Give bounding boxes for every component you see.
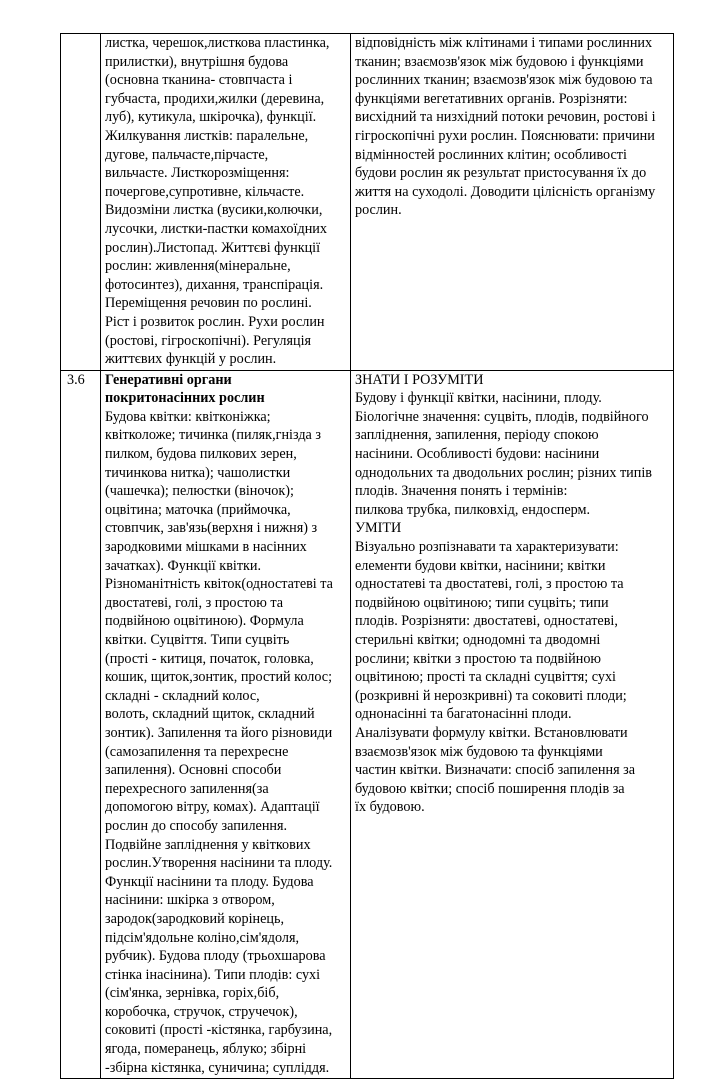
text-line: (основна тканина- стовпчаста і	[105, 72, 293, 89]
text-line: Жилкування листків: паралельне,	[105, 127, 309, 144]
content-cell	[101, 34, 351, 371]
text-line: почергове,супротивне, кільчасте.	[105, 183, 305, 200]
text-line: (самозапилення та перехресне	[105, 743, 289, 760]
text-line: пилком, будова пилкових зерен,	[105, 446, 297, 463]
text-line: відмінностей рослинних клітин; особливості	[355, 146, 627, 163]
text-line: квітколоже; тичинка (пиляк,гнізда з	[105, 427, 321, 444]
requirements-cell	[351, 370, 674, 1079]
text-line: оцвітина; маточка (приймочка,	[105, 501, 291, 518]
text-line: рослин: живлення(мінеральне,	[105, 258, 291, 275]
text-line: будови рослин як результат пристосування їх до	[355, 165, 647, 182]
text-line: насінини. Особливості будови: насінини	[355, 446, 600, 463]
row-number-cell	[61, 34, 101, 371]
text-line: пилкова трубка, пилковхід, ендосперм.	[355, 501, 591, 518]
text-line: рослин.	[355, 202, 402, 219]
text-line: Візуально розпізнавати та характеризувати:	[355, 539, 619, 556]
text-line: функціями вегетативних органів. Розрізняти:	[355, 90, 628, 107]
text-line: -збірна кістянка, суничина; супліддя.	[105, 1059, 330, 1076]
text-line: рубчик). Будова плоду (трьохшарова	[105, 948, 326, 965]
text-line: зонтик). Запилення та його різновиди	[105, 724, 333, 741]
text-line: вильчасте. Листкорозміщення:	[105, 165, 290, 182]
content-cell	[101, 370, 351, 1079]
text-line: (чашечка); пелюстки (віночок);	[105, 483, 294, 500]
curriculum-table	[60, 33, 674, 1079]
text-line: Функції насінини та плоду. Будова	[105, 873, 314, 890]
text-line: (розкривні й нерозкривні) та соковиті плоди;	[355, 687, 627, 704]
text-line: відповідність між клітинами і типами рослинних	[355, 35, 653, 51]
text-line: взаємозв'язок між будовою та функціями	[355, 743, 603, 760]
text-line: зародок(зародковий корінець,	[105, 910, 285, 927]
text-line: рослин).Листопад. Життєві функції	[105, 239, 321, 256]
text-line: рослин до способу запилення.	[105, 817, 288, 834]
text-line: двостатеві, голі, з простою та	[105, 594, 284, 611]
text-line: перехресного запилення(за	[105, 780, 269, 797]
text-line: стінка інасінина). Типи плодів: сухі	[105, 966, 321, 983]
text-line: Будова квітки: квітконіжка;	[105, 408, 271, 425]
text-line: волоть, складний щиток, складний	[105, 706, 315, 723]
text-line: тичинкова нитка); чашолистки	[105, 464, 291, 481]
text-line: висхідний та низхідний потоки речовин, ростові і	[355, 109, 656, 126]
text-line: однодольних та дводольних рослин; різних типів	[355, 464, 652, 481]
text-line: плодів. Розрізняти: двостатеві, одностатеві,	[355, 613, 618, 630]
text-line: будовою квітки; спосіб поширення плодів за	[355, 780, 625, 797]
text-line: стерильні квітки; однодомні та дводомні	[355, 632, 601, 648]
text-line: Біологічне значення: суцвіть, плодів, подвійного	[355, 408, 649, 425]
text-line: луб), кутикула, шкірочка), функції.	[105, 109, 317, 126]
text-line: Аналізувати формулу квітки. Встановлювати	[355, 724, 628, 741]
text-line: подвійною оцвітиною; типи суцвіть; типи	[355, 594, 609, 611]
text-line: складні - складний колос,	[105, 687, 260, 704]
section-body	[105, 408, 347, 1077]
text-line: кошик, щиток,зонтик, простий колос;	[105, 669, 333, 686]
text-line: губчаста, продихи,жилки (деревина,	[105, 90, 325, 107]
text-line: насінини: шкірка з отвором,	[105, 892, 275, 909]
text-line: Ріст і розвиток рослин. Рухи рослин	[105, 313, 325, 330]
text-line: фотосинтез), дихання, транспірація.	[105, 276, 324, 293]
text-line: рослин.Утворення насінини та плоду.	[105, 855, 333, 872]
text-line: (прості - китиця, початок, головка,	[105, 650, 314, 667]
text-line: Генеративні органи	[105, 371, 232, 388]
row-number: 3.6	[67, 371, 85, 388]
text-line: Різноманітність квіток(одностатеві та	[105, 576, 333, 593]
text-line: підсім'ядольне коліно,сім'ядоля,	[105, 929, 300, 946]
text-line: (сім'янка, зернівка, горіх,біб,	[105, 985, 280, 1002]
text-line: однонасінні та багатонасінні плоди.	[355, 706, 572, 723]
text-line: ягода, померанець, яблуко; збірні	[105, 1041, 307, 1058]
text-line: плодів. Значення понять і термінів:	[355, 483, 568, 500]
text-line: одностатеві та двостатеві, голі, з простою та	[355, 576, 624, 593]
table-row	[61, 34, 674, 371]
text-line: Подвійне запліднення у квіткових	[105, 836, 311, 853]
text-line: стовпчик, зав'язь(верхня і нижня) з	[105, 520, 318, 537]
text-line: запліднення, запилення, періоду спокою	[355, 427, 599, 444]
text-line: листка, черешок,листкова пластинка,	[105, 35, 330, 51]
text-line: покритонасінних рослин	[105, 390, 265, 407]
text-line: елементи будови квітки, насінини; квітки	[355, 557, 606, 574]
text-line: подвійною оцвітиною). Формула	[105, 613, 304, 630]
text-line: допомогою вітру, комах). Адаптації	[105, 799, 320, 816]
text-line: гігроскопічні рухи рослин. Пояснювати: причини	[355, 127, 655, 144]
text-line: їх будовою.	[355, 799, 425, 816]
text-line: Будову і функції квітки, насінини, плоду.	[355, 390, 602, 407]
text-line: прилистки), внутрішня будова	[105, 53, 289, 70]
text-line: життєвих функцій у рослин.	[105, 351, 277, 368]
text-line: соковиті (прості -кістянка, гарбузина,	[105, 1022, 333, 1039]
text-line: оцвітиною; прості та складні суцвіття; сухі	[355, 669, 617, 686]
text-line: рослинних тканин; взаємозв'язок між будовою та	[355, 72, 653, 89]
text-line: квітки. Суцвіття. Типи суцвіть	[105, 632, 290, 648]
row-number-cell	[61, 370, 101, 1079]
section-title	[105, 371, 347, 408]
text-line: ЗНАТИ І РОЗУМІТИ	[355, 371, 484, 388]
text-line: зародковими мішками в насінних	[105, 539, 307, 556]
text-line: зачатках). Функції квітки.	[105, 557, 262, 574]
text-line: рослини; квітки з простою та подвійною	[355, 650, 602, 667]
text-line: Видозміни листка (вусики,колючки,	[105, 202, 323, 219]
text-line: УМІТИ	[355, 520, 402, 537]
text-line: частин квітки. Визначати: спосіб запилення за	[355, 762, 636, 779]
text-line: життя на суходолі. Доводити цілісність організму	[355, 183, 656, 200]
text-line: коробочка, стручок, стручечок),	[105, 1003, 298, 1020]
text-line: дугове, пальчасте,пірчасте,	[105, 146, 269, 163]
text-line: тканин; взаємозв'язок між будовою і функціями	[355, 53, 644, 70]
text-line: Переміщення речовин по рослині.	[105, 295, 312, 312]
text-line: запилення). Основні способи	[105, 762, 282, 779]
table-row	[61, 370, 674, 1079]
requirements-cell	[351, 34, 674, 371]
text-line: (ростові, гігроскопічні). Регуляція	[105, 332, 312, 349]
text-line: лусочки, листки-пастки комахоїдних	[105, 220, 327, 237]
